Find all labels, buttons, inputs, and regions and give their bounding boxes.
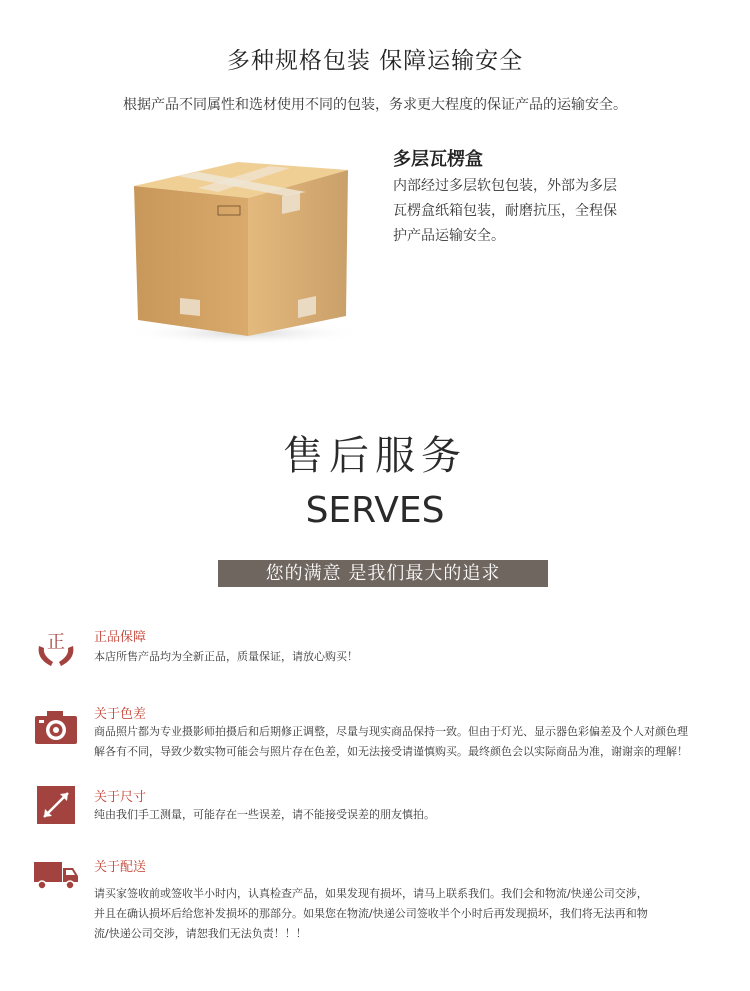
item-text: 商品照片都为专业摄影师拍摄后和后期修正调整，尽量与现实商品保持一致。但由于灯光、显示器色彩偏差及个人对颜色理 解各有不同，导致少数实物可能会与照片存在色差，如无法接受请谨慎购买。最终颜色会以实际商品为准，谢谢亲的理解！ [94, 725, 688, 758]
item-title: 关于配送 [94, 860, 147, 875]
truck-icon [33, 856, 79, 898]
item-text: 请买家签收前或签收半小时内，认真检查产品，如果发现有损坏，请马上联系我们。我们会和物流/快递公司交涉， 并且在确认损坏后给您补发损坏的那部分。如果您在物流/快递公司签收半个小时后再发现损坏，我们将无法再和物 流/快递公司交涉，请恕我们无法负责！！！ [94, 887, 648, 940]
package-line: 瓦楞盒纸箱包装，耐磨抗压，全程保 [393, 203, 617, 219]
item-title: 关于尺寸 [94, 790, 147, 805]
item-title: 正品保障 [94, 630, 147, 645]
package-line: 内部经过多层软包包装，外部为多层 [393, 178, 617, 194]
service-slogan: 您的满意 是我们最大的追求 [218, 560, 548, 587]
package-line: 护产品运输安全。 [393, 228, 505, 244]
package-description [393, 174, 683, 249]
item-title: 关于色差 [94, 707, 147, 722]
item-text: 纯由我们手工测量，可能存在一些误差，请不能接受误差的朋友慎拍。 [94, 808, 435, 821]
svg-text:正: 正 [47, 632, 65, 653]
service-title-en: SERVES [305, 490, 445, 531]
camera-icon [33, 708, 79, 750]
ruler-icon [33, 784, 79, 826]
package-title: 多层瓦楞盒 [393, 149, 483, 170]
genuine-icon [33, 628, 79, 670]
page-title: 多种规格包装 保障运输安全 [226, 48, 524, 74]
page-subtitle: 根据产品不同属性和选材使用不同的包装，务求更大程度的保证产品的运输安全。 [123, 97, 627, 113]
carton-box-image [120, 148, 370, 348]
item-text: 本店所售产品均为全新正品，质量保证，请放心购买！ [94, 650, 358, 663]
service-title-cn: 售后服务 [283, 433, 467, 479]
